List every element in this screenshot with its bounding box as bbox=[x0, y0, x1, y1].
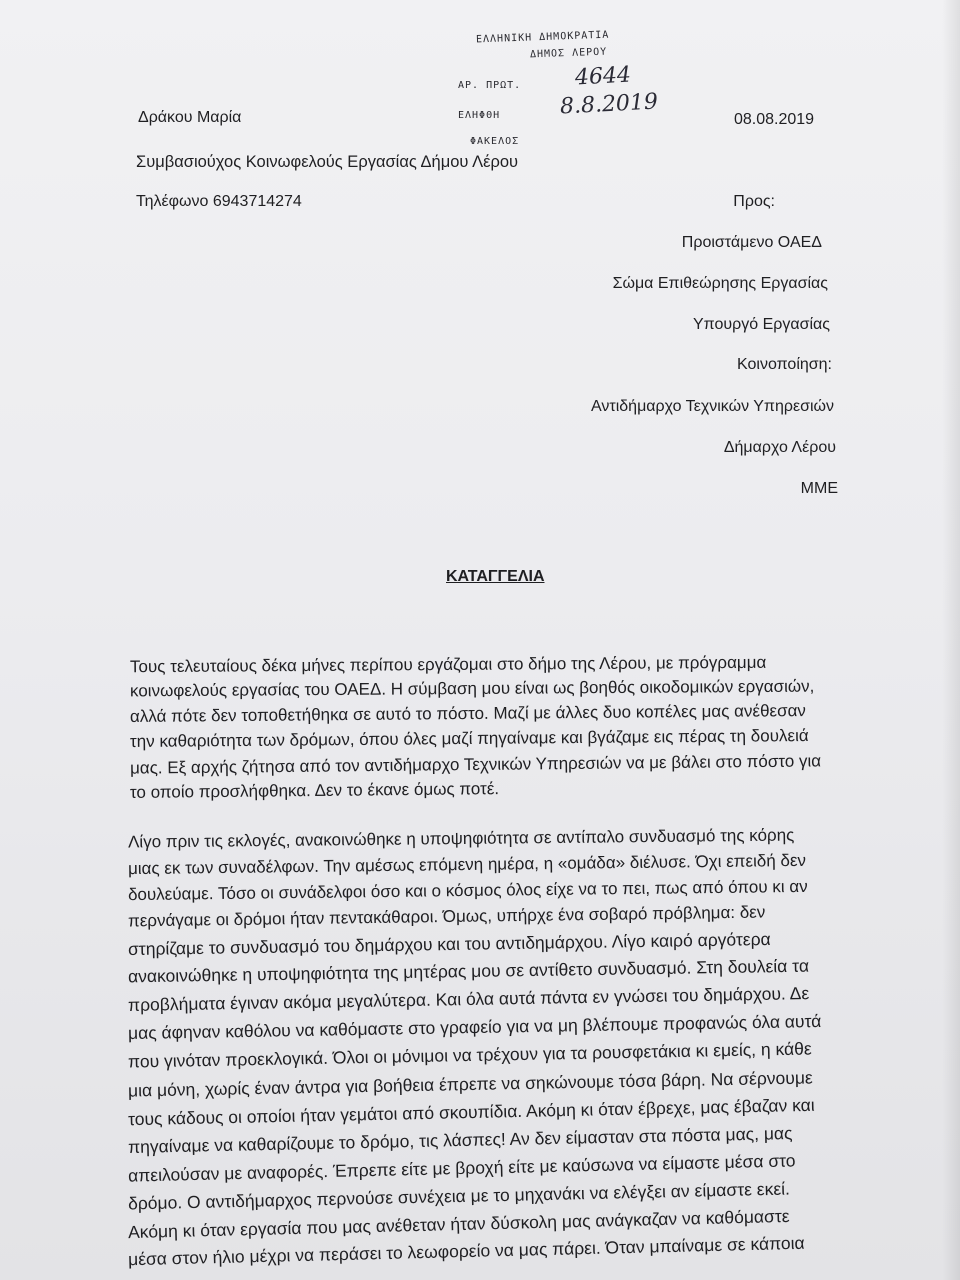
recipient-line: ΜΜΕ bbox=[800, 480, 838, 497]
body-line: δουλεύαμε. Τόσο οι συνάδελφοι όσο και ο κόσμος όλος είχε να το πει, πως από όπου κι αν bbox=[127, 876, 808, 905]
sender-role: Συμβασιούχος Κοινωφελούς Εργασίας Δήμου Λέρου bbox=[136, 153, 519, 171]
body-line: κοινωφελούς εργασίας του ΟΑΕΔ. Η σύμβαση μου είναι ως βοηθός οικοδομικών εργασιών, bbox=[129, 676, 815, 701]
body-line: πηγαίναμε να καθαρίζουμε το δρόμο, τις λάσπες! Αν δεν είμασταν στα πόστα μας, μας bbox=[127, 1123, 793, 1157]
body-line: μιας εκ των συναδέλφων. Την αμέσως επόμενη ημέρα, η «ομάδα» διέλυσε. Όχι επειδή δεν bbox=[127, 850, 807, 879]
body-line: προβλήματα έγιναν ακόμα μεγαλύτερα. Και όλα αυτά πάντα εν γνώσει του δημάρχου. Δε bbox=[127, 983, 810, 1015]
stamp-line-1: ΕΛΛΗΝΙΚΗ ΔΗΜΟΚΡΑΤΙΑ bbox=[475, 29, 610, 46]
body-line: ανακοινώθηκε η υποψηφιότητα της μητέρας μου σε αντίθετο συνδυασμό. Στη δουλεία τα bbox=[127, 955, 810, 987]
stamp-extra: ΦΑΚΕΛΟΣ bbox=[470, 136, 520, 147]
recipient-line: Αντιδήμαρχο Τεχνικών Υπηρεσιών bbox=[591, 398, 834, 415]
recipient-line: Προς: bbox=[733, 193, 775, 210]
sender-phone: Τηλέφωνο 6943714274 bbox=[136, 193, 302, 210]
body-line: αλλά πότε δεν τοποθετήθηκα σε αυτό το πόστο. Μαζί με άλλες δυο κοπέλες μας ανέθεσαν bbox=[129, 701, 806, 726]
body-line: περνάγαμε οι δρόμοι ήταν πεντακάθαροι. Όμως, υπήρχε ένα σοβαρό πρόβλημα: δεν bbox=[127, 902, 766, 931]
body-line: την καθαριότητα των δρόμων, όπου όλες μαζί πηγαίναμε και βγάζαμε εις πέρας τη δουλειά bbox=[129, 726, 809, 751]
body-line: δρόμο. Ο αντιδήμαρχος περνούσε συνέχεια με το μηχανάκι να ελέγξει αν είμαστε εκεί. bbox=[127, 1178, 791, 1214]
sender-name: Δράκου Μαρία bbox=[138, 109, 242, 126]
recipient-line: Υπουργό Εργασίας bbox=[693, 316, 830, 333]
body-line: μια μόνη, χωρίς έναν άντρα για βοήθεια έπρεπε να σηκώνουμε τόσα βάρη. Να σέρνουμε bbox=[127, 1067, 813, 1101]
body-line: απειλούσαν με αναφορές. Έπρεπε είτε με βροχή είτε με καύσωνα να είμαστε μέσα στο bbox=[127, 1150, 796, 1186]
body-line: που γινόταν προεκλογικά. Όλοι οι μόνιμοι να τρέχουν για τα ρουσφετάκια κι εμείς, η κάθε bbox=[127, 1038, 812, 1072]
body-line: Λίγο πριν τις εκλογές, ανακοινώθηκε η υποψηφιότητα σε αντίπαλο συνδυασμό της κόρης bbox=[127, 825, 795, 852]
recipient-line: Δήμαρχο Λέρου bbox=[723, 439, 836, 456]
letter-date: 08.08.2019 bbox=[734, 111, 815, 128]
stamp-protocol-number: 4644 bbox=[574, 62, 632, 91]
body-line: μας. Εξ αρχής ζήτησα από τον αντιδήμαρχο Τεχνικών Υπηρεσιών να με βάλει στο πόστο για bbox=[129, 751, 822, 778]
document-title: ΚΑΤΑΓΓΕΛΙΑ bbox=[446, 568, 545, 585]
body-line: Ακόμη κι όταν εργασία που μας ανέθεταν ήταν δύσκολη μας ανάγκαζαν να καθόμαστε bbox=[127, 1205, 790, 1243]
body-line: τους κάδους οι οποίοι ήταν γεμάτοι από σκουπίδια. Ακόμη κι όταν έβρεχε, μας έβαζαν και bbox=[127, 1094, 815, 1130]
stamp-line-2: ΔΗΜΟΣ ΛΕΡΟΥ bbox=[529, 46, 608, 61]
body-line: μας άφηναν καθόλου να καθόμαστε στο γραφείο για να μη βλέπουμε προφανώς όλα αυτά bbox=[127, 1010, 822, 1044]
page-shadow bbox=[942, 0, 960, 1280]
stamp-protocol-label: ΑΡ. ΠΡΩΤ. bbox=[458, 80, 522, 91]
body-line: Τους τελευταίους δέκα μήνες περίπου εργάζομαι στο δήμο της Λέρου, με πρόγραμμα bbox=[129, 652, 767, 677]
recipient-line: Προιστάμενο ΟΑΕΔ bbox=[681, 234, 822, 251]
stamp-date-value: 8.8.2019 bbox=[559, 89, 659, 120]
body-line: στηρίζαμε το συνδυασμό του δημάρχου και του αντιδημάρχου. Λίγο καιρό αργότερα bbox=[127, 928, 771, 960]
recipient-line: Κοινοποίηση: bbox=[737, 356, 832, 373]
recipient-line: Σώμα Επιθεώρησης Εργασίας bbox=[612, 275, 828, 292]
stamp-date-label: ΕΛΗΦΘΗ bbox=[458, 110, 501, 121]
body-line: μέσα στον ήλιο μέχρι να περάσει το λεωφορείο να μας πάρει. Όταν μπαίναμε σε κάποια bbox=[127, 1232, 805, 1270]
body-line: το οποίο προσλήφθηκα. Δεν το έκανε όμως ποτέ. bbox=[129, 779, 500, 802]
